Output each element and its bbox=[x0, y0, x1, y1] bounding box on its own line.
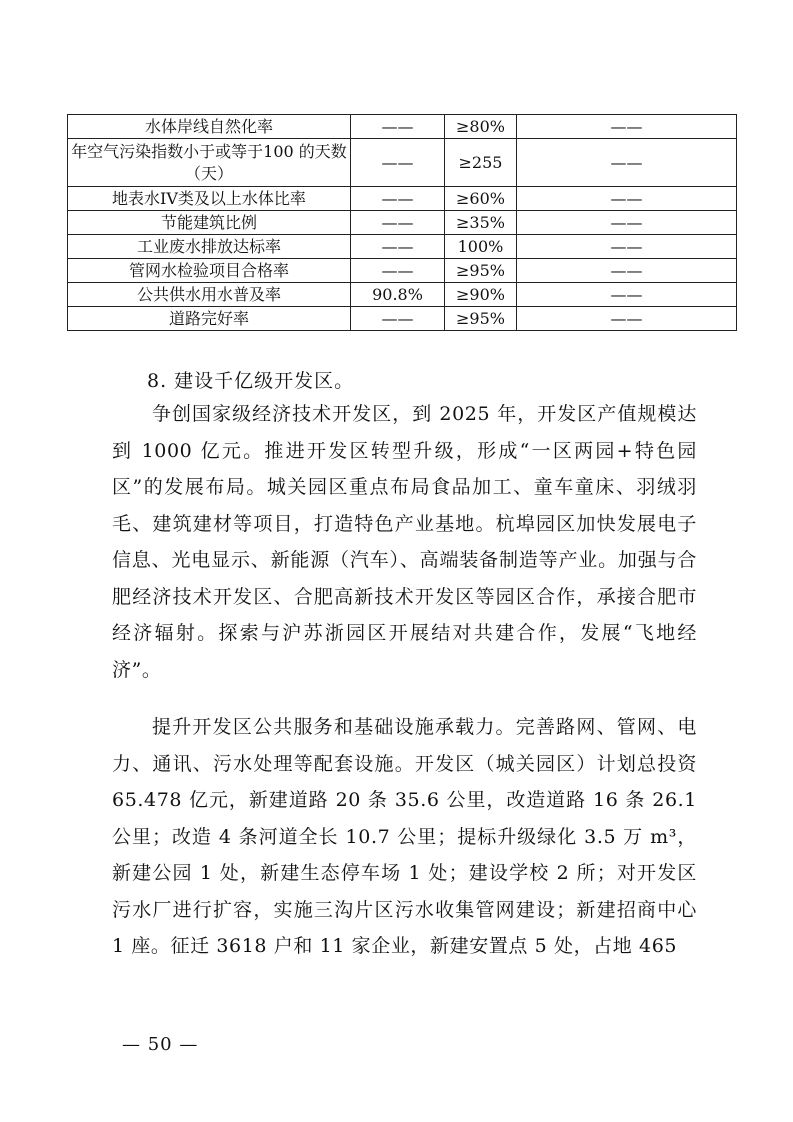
indicator-name: 水体岸线自然化率 bbox=[68, 115, 351, 139]
section-heading: 8. 建设千亿级开发区。 bbox=[147, 370, 355, 392]
table-row bbox=[68, 139, 737, 187]
table-row bbox=[68, 307, 737, 331]
table-row bbox=[68, 283, 737, 307]
table-row bbox=[68, 211, 737, 235]
indicator-attribute: —— bbox=[517, 259, 737, 283]
table-row bbox=[68, 235, 737, 259]
indicator-current: —— bbox=[351, 307, 445, 331]
indicator-current: —— bbox=[351, 115, 445, 139]
indicator-name: 公共供水用水普及率 bbox=[68, 283, 351, 307]
table-row bbox=[68, 187, 737, 211]
indicator-target: ≥35% bbox=[445, 211, 517, 235]
indicator-current: —— bbox=[351, 211, 445, 235]
indicator-target: ≥95% bbox=[445, 307, 517, 331]
indicator-name: 节能建筑比例 bbox=[68, 211, 351, 235]
table-row bbox=[68, 259, 737, 283]
indicator-attribute: —— bbox=[517, 235, 737, 259]
indicator-name: 年空气污染指数小于或等于100 的天数（天） bbox=[68, 139, 351, 187]
indicator-name: 工业废水排放达标率 bbox=[68, 235, 351, 259]
body-paragraph: 争创国家级经济技术开发区，到 2025 年，开发区产值规模达到 1000 亿元。推进开发区转型升级，形成“一区两园+特色园区”的发展布局。城关园区重点布局食品加工、童车童床、羽绒羽毛、建筑建材等项目，打造特色产业基地。杭埠园区加快发展电子信息、光电显示、新能源（汽车）、高端装备制造等产业。加强与合肥经济技术开发区、合肥高新技术开发区等园区合作，承接合肥市经济辐射。探索与沪苏浙园区开展结对共建合作，发展“飞地经济”。 bbox=[112, 403, 697, 681]
indicator-target: 100% bbox=[445, 235, 517, 259]
indicator-target: ≥95% bbox=[445, 259, 517, 283]
indicator-name: 地表水IV类及以上水体比率 bbox=[68, 187, 351, 211]
indicator-attribute: —— bbox=[517, 283, 737, 307]
indicator-current: —— bbox=[351, 187, 445, 211]
indicator-attribute: —— bbox=[517, 139, 737, 187]
page-number: — 50 — bbox=[122, 1034, 199, 1055]
indicator-current: —— bbox=[351, 235, 445, 259]
indicator-current: 90.8% bbox=[351, 283, 445, 307]
indicator-target: ≥80% bbox=[445, 115, 517, 139]
indicator-name: 道路完好率 bbox=[68, 307, 351, 331]
indicator-attribute: —— bbox=[517, 211, 737, 235]
indicator-name: 管网水检验项目合格率 bbox=[68, 259, 351, 283]
indicator-attribute: —— bbox=[517, 115, 737, 139]
indicator-current: —— bbox=[351, 139, 445, 187]
indicator-current: —— bbox=[351, 259, 445, 283]
table-row bbox=[68, 115, 737, 139]
indicator-attribute: —— bbox=[517, 187, 737, 211]
indicator-attribute: —— bbox=[517, 307, 737, 331]
indicator-target: ≥255 bbox=[445, 139, 517, 187]
indicator-target: ≥60% bbox=[445, 187, 517, 211]
indicator-target: ≥90% bbox=[445, 283, 517, 307]
body-paragraph: 提升开发区公共服务和基础设施承载力。完善路网、管网、电力、通讯、污水处理等配套设施。开发区（城关园区）计划总投资 65.478 亿元，新建道路 20 条 35.6 公里，改造道路 16 条 26.1 公里；改造 4 条河道全长 10.7 公里；提标升级绿化 3.5 万 m³，新建公园 1 处，新建生态停车场 1 处；建设学校 2 所；对开发区污水厂进行扩容，实施三沟片区污水收集管网建设；新建招商中心 1 座。征迁 3618 户和 11 家企业，新建安置点 5 处，占地 465 bbox=[112, 716, 697, 957]
indicator-table bbox=[67, 114, 737, 331]
